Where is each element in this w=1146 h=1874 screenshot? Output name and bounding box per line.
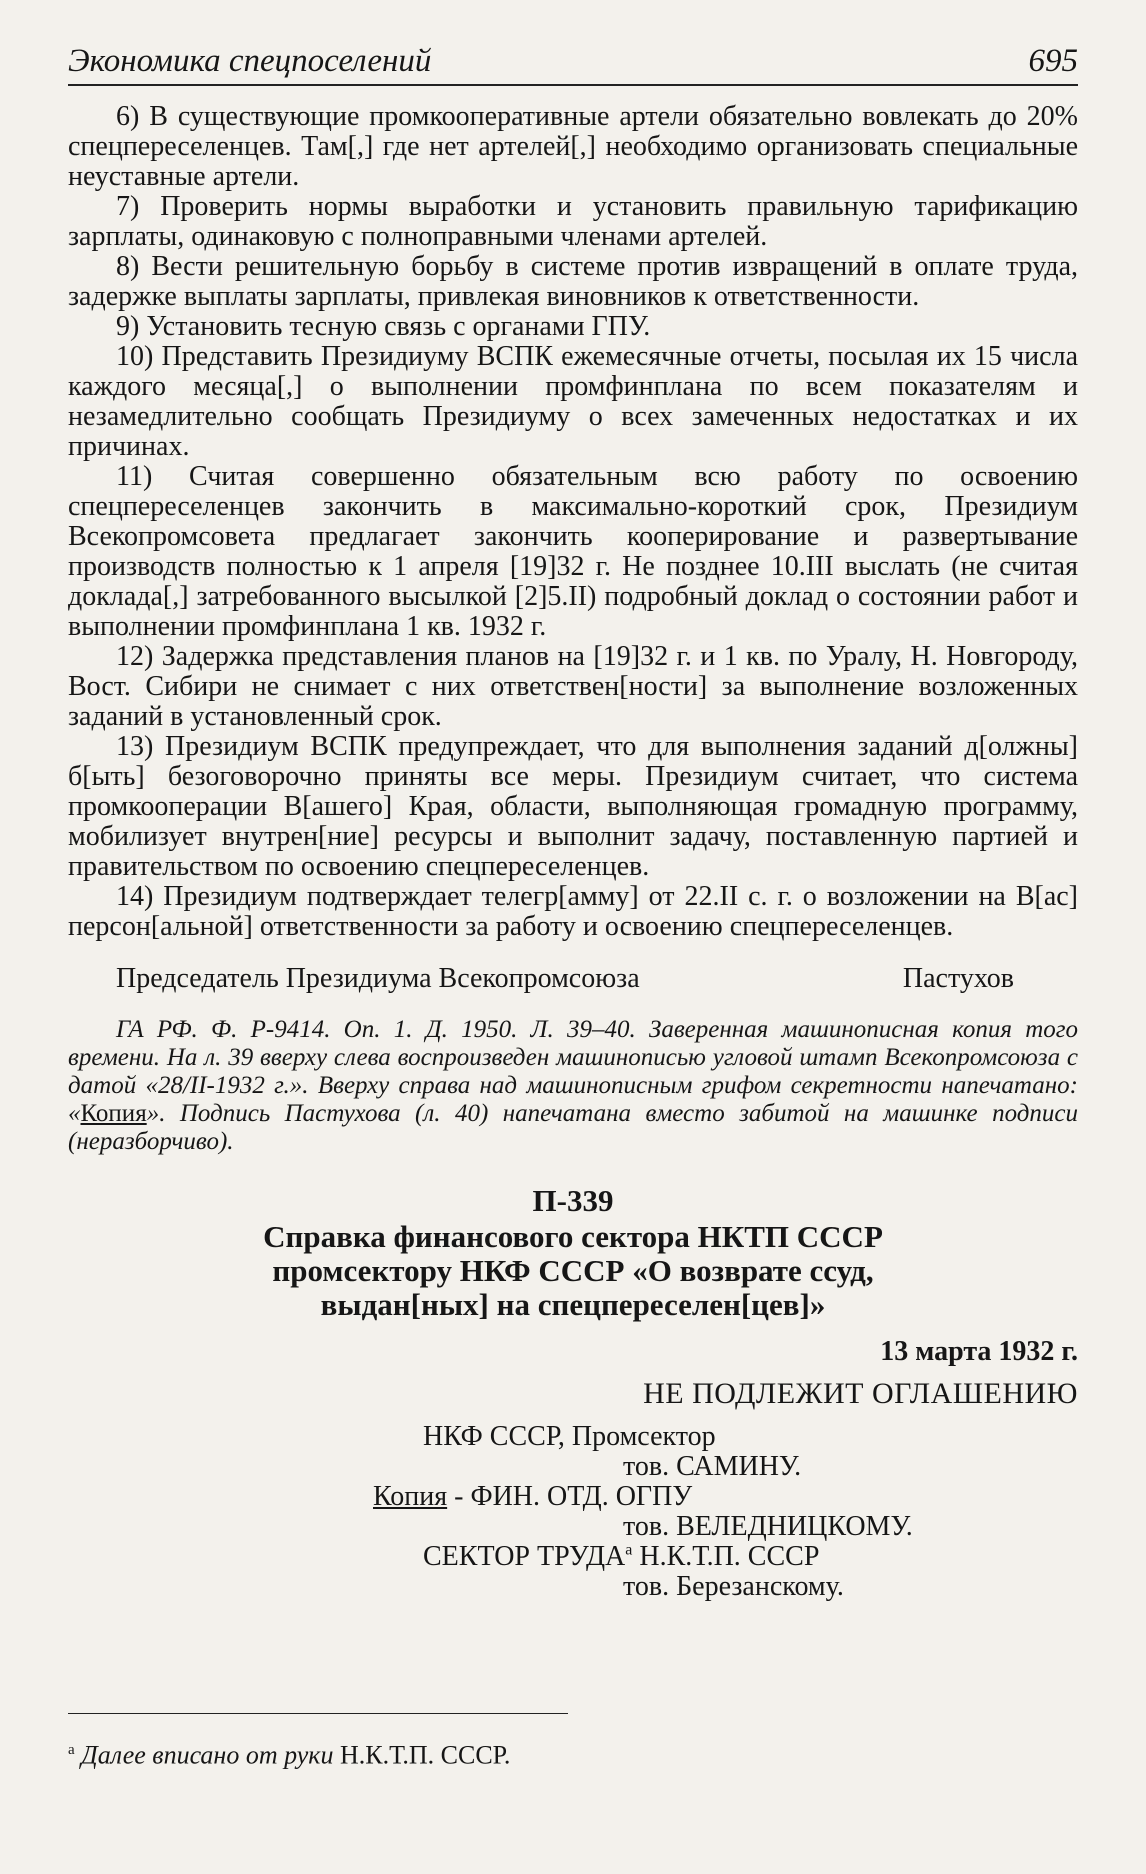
- paragraph: 11) Считая совершенно обязательным всю работу по освоению спецпереселенцев закончить в максимально-короткий срок, Президиум Всекопромсовета предлагает закончить кооперирование и развертывание производств полностью к 1 апреля [19]32 г. Не позднее 10.III выслать (не считая доклада[,] затребованного высылкой [2]5.II) подробный доклад о состоянии работ и выполнении промфинплана 1 кв. 1932 г.: [68, 461, 1078, 642]
- archival-kopiya: Копия: [80, 1100, 147, 1127]
- address-line: тов. Березанскому.: [623, 1571, 844, 1602]
- address-text: - ФИН. ОТД. ОГПУ: [447, 1481, 693, 1512]
- paragraph: 14) Президиум подтверждает телегр[амму] от 22.II с. г. о возложении на В[ас] персон[альной] ответственности за работу и освоению спецпереселенцев.: [68, 881, 1078, 942]
- address-text: СЕКТОР ТРУДА: [423, 1541, 626, 1572]
- archival-note: [68, 1016, 1078, 1156]
- signatory-position: Председатель Президиума Всекопромсоюза: [116, 963, 640, 994]
- footnote-italic: Далее вписано от руки: [81, 1740, 334, 1770]
- paragraph: 6) В существующие промкооперативные артели обязательно вовлекать до 20% спецпереселенцев. Там[,] где нет артелей[,] необходимо организовать специальные неуставные артели.: [68, 101, 1078, 192]
- address-line: тов. ВЕЛЕДНИЦКОМУ.: [623, 1511, 913, 1542]
- document-body: [68, 102, 1078, 942]
- running-title: Экономика спецпоселений: [68, 43, 432, 79]
- running-header: [68, 30, 1078, 86]
- title-line: промсектору НКФ СССР «О возврате ссуд,: [272, 1253, 874, 1288]
- secrecy-stamp: НЕ ПОДЛЕЖИТ ОГЛАШЕНИЮ: [643, 1377, 1078, 1410]
- address-line: НКФ СССР, Промсектор: [423, 1421, 716, 1452]
- paragraph: 9) Установить тесную связь с органами ГПУ.: [116, 311, 651, 342]
- signature-block: [68, 964, 1078, 994]
- footnote-mark: а: [68, 1742, 75, 1758]
- address-block: [373, 1421, 1078, 1602]
- paragraph: 8) Вести решительную борьбу в системе против извращений в оплате труда, задержке выплаты зарплаты, привлекая виновников к ответственности.: [68, 251, 1078, 312]
- address-line: тов. САМИНУ.: [623, 1451, 802, 1482]
- document-title: [68, 1220, 1078, 1322]
- footnote-text: Н.К.Т.П. СССР.: [333, 1740, 511, 1770]
- footnote-rule: [68, 1713, 568, 1714]
- paragraph: 10) Представить Президиуму ВСПК ежемесячные отчеты, посылая их 15 числа каждого месяца[,] о выполнении промфинплана по всем показателям и незамедлительно сообщать Президиуму о всех замеченных недостатках и их причинах.: [68, 341, 1078, 462]
- footnote-mark: а: [625, 1541, 633, 1559]
- paragraph: 12) Задержка представления планов на [19]32 г. и 1 кв. по Уралу, Н. Новгороду, Вост. Сибири не снимает с них ответствен[ности] за выполнение возложенных заданий в установленный срок.: [68, 641, 1078, 732]
- address-copy-line: [373, 1482, 1078, 1512]
- address-line-sector: [423, 1542, 1078, 1572]
- paragraph: 13) Президиум ВСПК предупреждает, что для выполнения заданий д[олжны] б[ыть] безоговорочно приняты все меры. Президиум считает, что система промкооперации В[ашего] Края, области, выполняющая громадную программу, мобилизует внутрен[ние] ресурсы и выполнит задачу, поставленную партией и правительством по освоению спецпереселенцев.: [68, 731, 1078, 882]
- document-number: П-339: [532, 1183, 614, 1218]
- page-number: 695: [1028, 43, 1078, 79]
- archival-text-end: ». Подпись Пастухова (л. 40) напечатана вместо забитой на машинке подписи (неразборчиво).: [68, 1100, 1078, 1155]
- title-line: Справка финансового сектора НКТП СССР: [263, 1219, 883, 1254]
- book-page: [68, 30, 1078, 1770]
- signatory-name: Пастухов: [902, 963, 1014, 994]
- copy-label: Копия: [373, 1481, 448, 1512]
- paragraph: 7) Проверить нормы выработки и установить правильную тарификацию зарплаты, одинаковую с полноправными членами артелей.: [68, 191, 1078, 252]
- address-text: Н.К.Т.П. СССР: [632, 1541, 820, 1572]
- title-line: выдан[ных] на спецпереселен[цев]»: [320, 1287, 826, 1322]
- footnote: [68, 1735, 510, 1771]
- archival-text: ГА РФ. Ф. Р-9414. Оп. 1. Д. 1950. Л. 39–40. Заверенная машинописная копия того времени. На л. 39 вверху слева воспроизведен машинописью угловой штамп Всекопромсоюза с датой «28/II-1932 г.». Вверху справа над машинописным грифом секретности напечатано: «: [68, 1016, 1078, 1127]
- document-date: 13 марта 1932 г.: [880, 1336, 1078, 1367]
